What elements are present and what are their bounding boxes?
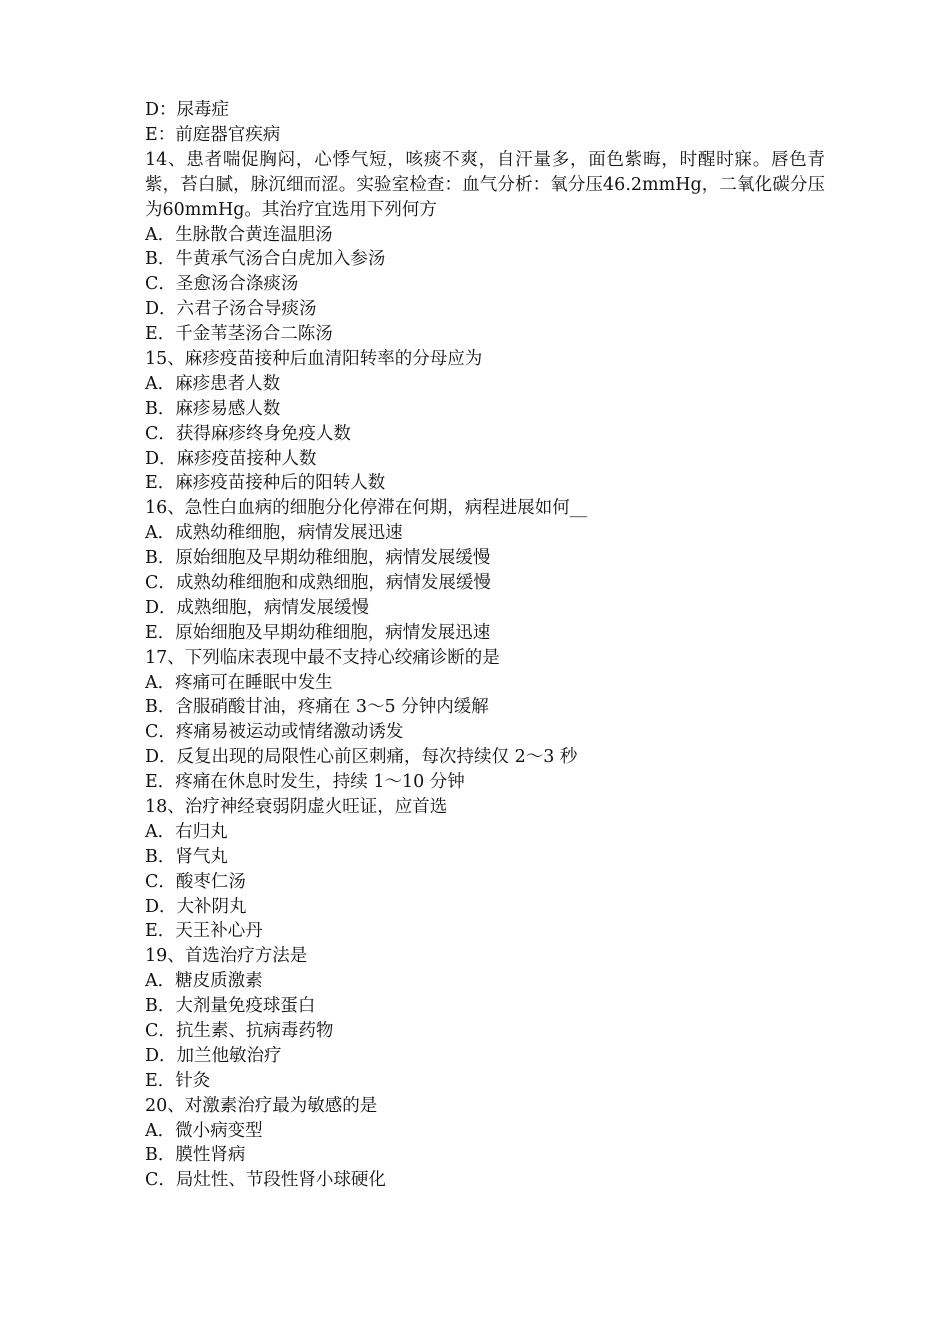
option-b-q16: B．原始细胞及早期幼稚细胞，病情发展缓慢 [145,548,491,569]
option-d-q13: D：尿毒症 [145,100,230,120]
document-page [145,98,825,1193]
option-b-q17: B．含服硝酸甘油，疼痛在 3～5 分钟内缓解 [145,697,489,718]
option-c-q16: C．成熟幼稚细胞和成熟细胞，病情发展缓慢 [145,572,491,593]
option-b-q15: B．麻疹易感人数 [145,398,281,419]
option-e-q16: E．原始细胞及早期幼稚细胞，病情发展迅速 [145,622,491,643]
option-d-q19: D．加兰他敏治疗 [145,1045,282,1066]
question-17: 17、下列临床表现中最不支持心绞痛诊断的是 [145,647,500,668]
option-b-q18: B．肾气丸 [145,846,228,867]
option-c-q18: C．酸枣仁汤 [145,871,246,892]
option-e-q17: E．疼痛在休息时发生，持续 1～10 分钟 [145,772,465,793]
option-a-q18: A．右归丸 [145,821,228,842]
question-16: 16、急性白血病的细胞分化停滞在何期，病程进展如何__ [145,498,588,519]
question-15: 15、麻疹疫苗接种后血清阳转率的分母应为 [145,348,483,369]
option-b-q19: B．大剂量免疫球蛋白 [145,996,316,1017]
option-d-q14: D．六君子汤合导痰汤 [145,299,317,320]
option-e-q15: E．麻疹疫苗接种后的阳转人数 [145,473,386,494]
option-b-q20: B．膜性肾病 [145,1145,246,1166]
option-c-q15: C．获得麻疹终身免疫人数 [145,423,351,444]
option-e-q18: E．天王补心丹 [145,921,263,942]
option-d-q16: D．成熟细胞，病情发展缓慢 [145,597,370,618]
question-20: 20、对激素治疗最为敏感的是 [145,1095,378,1116]
option-c-q19: C．抗生素、抗病毒药物 [145,1021,334,1041]
question-18: 18、治疗神经衰弱阴虚火旺证，应首选 [145,796,448,817]
option-c-q20: C．局灶性、节段性肾小球硬化 [145,1170,386,1191]
option-e-q14: E．千金苇茎汤合二陈汤 [145,324,333,345]
option-b-q14: B．牛黄承气汤合白虎加入参汤 [145,249,386,270]
option-e-q13: E：前庭器官疾病 [145,124,281,145]
option-a-q17: A．疼痛可在睡眠中发生 [145,672,333,693]
option-d-q17: D．反复出现的局限性心前区刺痛，每次持续仅 2～3 秒 [145,747,578,768]
question-19: 19、首选治疗方法是 [145,946,308,967]
option-a-q14: A．生脉散合黄连温胆汤 [145,224,333,245]
option-e-q19: E．针灸 [145,1070,211,1091]
option-a-q16: A．成熟幼稚细胞，病情发展迅速 [145,523,403,544]
option-a-q15: A．麻疹患者人数 [145,373,281,394]
question-14: 14、患者喘促胸闷，心悸气短，咳痰不爽，自汗量多，面色紫晦，时醒时寐。唇色青紫，苔白腻，脉沉细而涩。实验室检查：血气分析：氧分压46.2mmHg，二氧化碳分压为60mmHg。其治疗宜选用下列何方 [145,149,825,220]
option-c-q17: C．疼痛易被运动或情绪激动诱发 [145,722,404,743]
option-d-q18: D．大补阴丸 [145,896,247,917]
option-a-q19: A．糖皮质激素 [145,971,263,992]
option-d-q15: D．麻疹疫苗接种人数 [145,448,317,469]
option-c-q14: C．圣愈汤合涤痰汤 [145,274,299,295]
option-a-q20: A．微小病变型 [145,1120,263,1141]
